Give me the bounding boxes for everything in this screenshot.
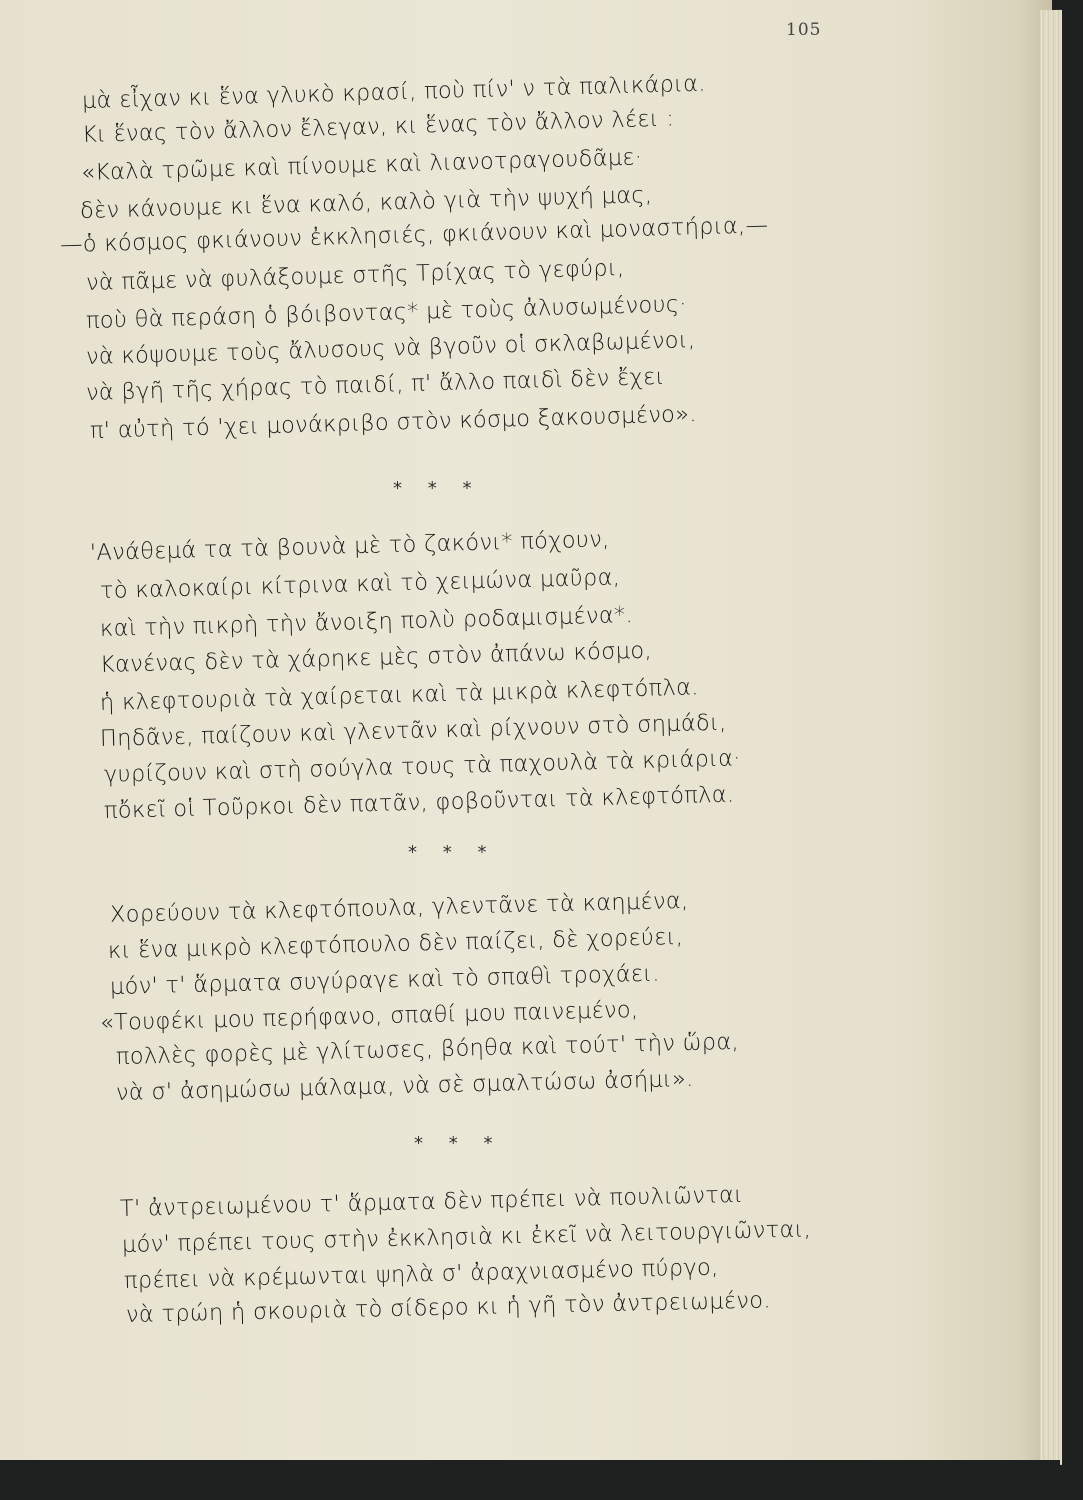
verse-line: δὲν κάνουμε κι ἕνα καλό, καλὸ γιὰ τὴν ψυχή μας, — [79, 182, 653, 224]
verse-line: πρέπει νὰ κρέμωνται ψηλὰ σ' ἀραχνιασμένο πύργο, — [123, 1254, 719, 1294]
verse-line: νὰ τρώη ἡ σκουριὰ τὸ σίδερο κι ἡ γῆ τὸν ἀντρειωμένο. — [125, 1287, 772, 1328]
verse-line: μόν' πρέπει τους στὴν ἐκκλησιὰ κι ἐκεῖ νὰ λειτουργιῶνται, — [121, 1216, 812, 1258]
stanza-separator: * * * — [393, 478, 482, 499]
verse-line: Τ' ἀντρειωμένου τ' ἅρματα δὲν πρέπει νὰ πουλιῶνται — [119, 1181, 744, 1222]
verse-line: ἡ κλεφτουριὰ τὰ χαίρεται καὶ τὰ μικρὰ κλεφτόπλα. — [99, 674, 699, 716]
stanza-separator: * * * — [414, 1133, 503, 1154]
verse-line: Χορεύουν τὰ κλεφτόπουλα, γλεντᾶνε τὰ καημένα, — [109, 887, 689, 928]
verse-line: πολλὲς φορὲς μὲ γλίτωσες, βόηθα καὶ τούτ' τὴν ὥρα, — [115, 1028, 740, 1070]
verse-line: νὰ σ' ἀσημώσω μάλαμα, νὰ σὲ σμαλτώσω ἀσήμι». — [115, 1065, 694, 1106]
page-number: 105 — [786, 20, 822, 40]
verse-line: μόν' τ' ἅρματα συγύραγε καὶ τὸ σπαθὶ τροχάει. — [109, 960, 661, 1000]
verse-line: νὰ κόψουμε τοὺς ἄλυσους νὰ βγοῦν οἱ σκλαβωμένοι, — [85, 326, 696, 370]
verse-line: κι ἕνα μικρὸ κλεφτόπουλο δὲν παίζει, δὲ χορεύει, — [107, 923, 684, 964]
verse-line: γυρίζουν καὶ στὴ σούγλα τους τὰ παχουλὰ τὰ κριάρια· — [103, 745, 742, 788]
verse-line: «Καλὰ τρῶμε καὶ πίνουμε καὶ λιανοτραγουδᾶμε· — [80, 144, 643, 186]
verse-line: καὶ τὴν πικρὴ τὴν ἄνοιξη πολὺ ροδαμισμένα*. — [99, 602, 634, 642]
verse-line: νὰ βγῆ τῆς χήρας τὸ παιδί, π' ἄλλο παιδὶ δὲν ἔχει — [85, 363, 665, 406]
verse-line: —ὁ κόσμος φκιάνουν ἐκκλησιές, φκιάνουν καὶ μοναστήρια,— — [59, 212, 769, 258]
verse-line: τὸ καλοκαίρι κίτρινα καὶ τὸ χειμώνα μαῦρα, — [99, 564, 621, 604]
verse-line: 'Ανάθεμά τα τὰ βουνὰ μὲ τὸ ζακόνι* πόχουν, — [89, 526, 610, 566]
verse-line: Κι ἕνας τὸν ἄλλον ἔλεγαν, κι ἕνας τὸν ἄλλον λέει : — [81, 105, 675, 148]
verse-line: Κανένας δὲν τὰ χάρηκε μὲς στὸν ἀπάνω κόσμο, — [99, 637, 653, 678]
page-edge — [1040, 10, 1062, 1465]
verse-line: ποὺ θὰ περάση ὁ βόιβοντας* μὲ τοὺς ἀλυσωμένους· — [85, 291, 688, 334]
verse-line: π' αὐτὴ τό 'χει μονάκριβο στὸν κόσμο ξακουσμένο». — [89, 401, 698, 444]
verse-line: μὰ εἶχαν κι ἕνα γλυκὸ κρασί, ποὺ πίν' ν τὰ παλικάρια. — [81, 70, 707, 114]
verse-line: «Τουφέκι μου περήφανο, σπαθί μου παινεμένο, — [99, 996, 639, 1036]
verse-line: πὄκεῖ οἱ Τοῦρκοι δὲν πατᾶν, φοβοῦνται τὰ κλεφτόπλα. — [103, 781, 735, 824]
verse-line: νὰ πᾶμε νὰ φυλάξουμε στῆς Τρίχας τὸ γεφύρι, — [85, 254, 625, 296]
page-bottom-background — [0, 1460, 1060, 1500]
stanza-separator: * * * — [408, 842, 497, 863]
verse-line: Πηδᾶνε, παίζουν καὶ γλεντᾶν καὶ ρίχνουν στὸ σημάδι, — [99, 709, 727, 752]
